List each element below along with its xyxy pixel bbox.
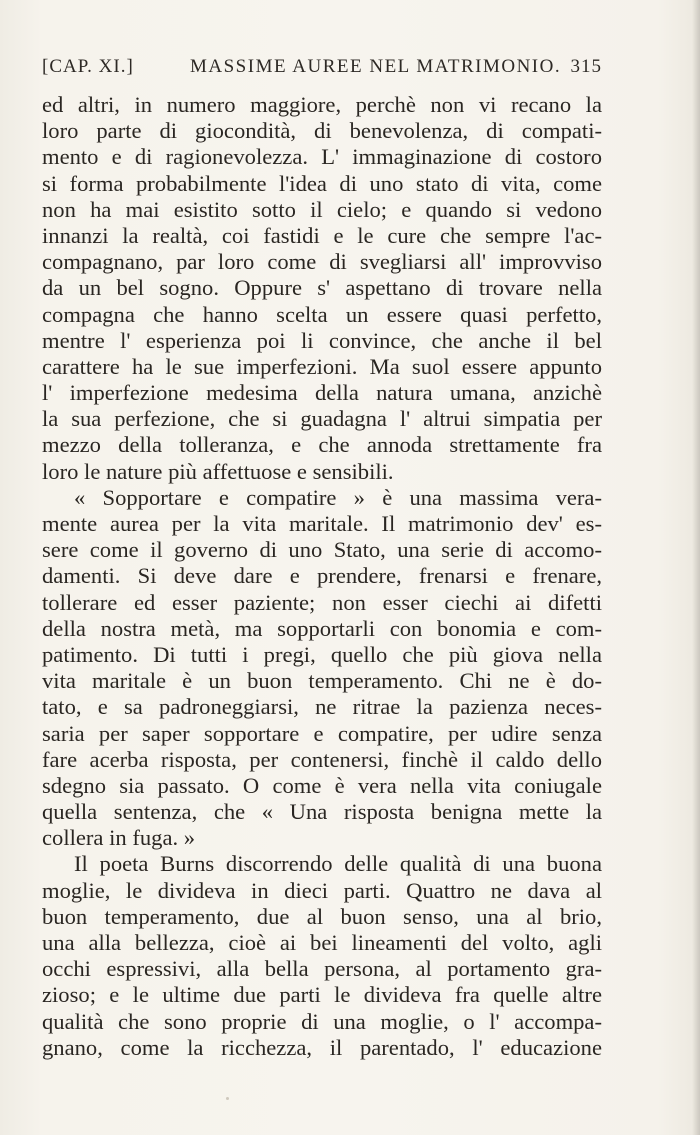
text-line: occhi espressivi, alla bella persona, al portamento gra-: [42, 956, 602, 982]
text-line: tollerare ed esser paziente; non esser ciechi ai difetti: [42, 589, 602, 615]
text-line: una alla bellezza, cioè ai bei lineamenti del volto, agli: [42, 930, 602, 955]
chapter-label: [CAP. XI.]: [42, 56, 134, 77]
text-line: tato, e sa padroneggiarsi, ne ritrae la pazienza neces-: [42, 694, 602, 720]
page-number: 315: [570, 56, 602, 77]
text-line: l' imperfezione medesima della natura umana, anzichè: [42, 380, 602, 406]
paper-speck: [226, 1097, 229, 1100]
text-line: loro le nature più affettuose e sensibili.: [42, 458, 394, 484]
text-line: patimento. Di tutti i pregi, quello che più giova nella: [42, 641, 602, 667]
text-line: da un bel sogno. Oppure s' aspettano di trovare nella: [42, 275, 602, 301]
text-line: zioso; e le ultime due parti le divideva fra quelle altre: [42, 982, 602, 1008]
text-line: vita maritale è un buon temperamento. Chi ne è do-: [42, 668, 602, 694]
text-line: si forma probabilmente l'idea di uno stato di vita, come: [42, 170, 602, 196]
text-line: mento e di ragionevolezza. L' immaginazione di costoro: [42, 144, 602, 170]
text-line: non ha mai esistito sotto il cielo; e quando si vedono: [42, 196, 602, 222]
text-line: gnano, come la ricchezza, il parentado, l' educazione: [42, 1034, 602, 1060]
running-header: [42, 56, 602, 84]
text-line: ed altri, in numero maggiore, perchè non vi recano la: [42, 92, 602, 117]
running-title: MASSIME AUREE NEL MATRIMONIO.: [190, 56, 562, 77]
text-line: la sua perfezione, che si guadagna l' altrui simpatia per: [42, 406, 602, 432]
text-line: mentre l' esperienza poi li convince, che anche il bel: [42, 327, 602, 353]
text-line: della nostra metà, ma sopportarli con bonomia e com-: [42, 615, 602, 641]
text-line: saria per saper sopportare e compatire, per udire senza: [42, 720, 602, 746]
body-text: [42, 92, 602, 1061]
page-edge-shadow: [692, 0, 700, 1135]
text-line: compagnano, par loro come di svegliarsi all' improvviso: [42, 249, 602, 275]
text-line: « Sopportare e compatire » è una massima vera-: [74, 484, 602, 510]
text-line: buon temperamento, due al buon senso, una al brio,: [42, 903, 602, 929]
text-line: sere come il governo di uno Stato, una serie di accomo-: [42, 537, 602, 563]
text-line: sdegno sia passato. O come è vera nella vita coniugale: [42, 772, 602, 798]
text-line: moglie, le divideva in dieci parti. Quattro ne dava al: [42, 877, 602, 903]
text-line: compagna che hanno scelta un essere quasi perfetto,: [42, 301, 602, 327]
text-line: damenti. Si deve dare e prendere, frenarsi e frenare,: [42, 563, 602, 589]
text-line: qualità che sono proprie di una moglie, o l' accompa-: [42, 1008, 602, 1034]
text-line: Il poeta Burns discorrendo delle qualità di una buona: [74, 851, 602, 877]
text-line: fare acerba risposta, per contenersi, finchè il caldo dello: [42, 746, 602, 772]
text-line: mezzo della tolleranza, e che annoda strettamente fra: [42, 432, 602, 458]
text-line: mente aurea per la vita maritale. Il matrimonio dev' es-: [42, 511, 602, 536]
text-line: quella sentenza, che « Una risposta benigna mette la: [42, 799, 602, 825]
text-line: collera in fuga. »: [42, 825, 196, 851]
text-line: innanzi la realtà, coi fastidi e le cure che sempre l'ac-: [42, 222, 602, 248]
text-line: carattere ha le sue imperfezioni. Ma suol essere appunto: [42, 353, 602, 379]
text-line: loro parte di giocondità, di benevolenza, di compati-: [42, 118, 602, 144]
